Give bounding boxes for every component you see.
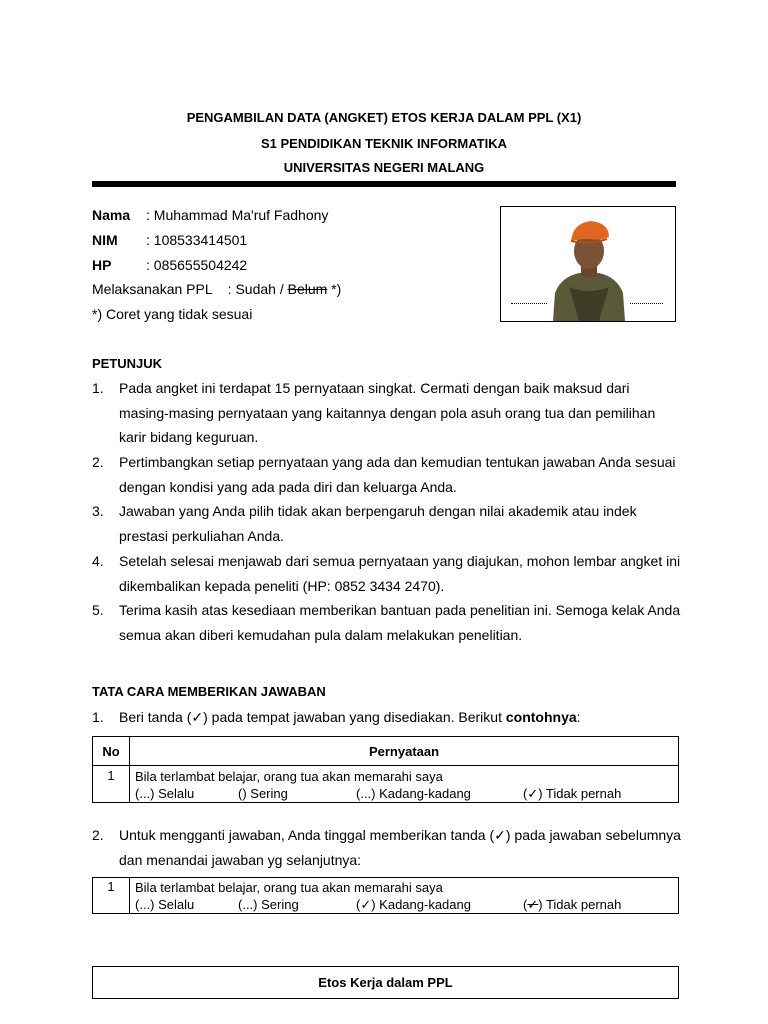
- statement-text: Bila terlambat belajar, orang tua akan memarahi saya: [135, 880, 443, 895]
- item-text: Jawaban yang Anda pilih tidak akan berpengaruh dengan nilai akademik atau indek prestasi perkuliahan Anda.: [119, 503, 637, 544]
- hp-label: HP: [92, 257, 112, 273]
- ppl-field: [92, 281, 341, 297]
- header-university: UNIVERSITAS NEGERI MALANG: [283, 160, 485, 175]
- row-number: 1: [93, 878, 130, 914]
- option-sering: () Sering: [238, 786, 288, 801]
- option-kadang: (✓) Kadang-kadang: [356, 897, 471, 912]
- hp-value: : 085655504242: [146, 257, 248, 273]
- statement-cell: [130, 766, 679, 803]
- item-number: 4.: [92, 553, 104, 569]
- change-answer-table: [92, 877, 679, 914]
- row-number: 1: [93, 766, 130, 803]
- paren-open: (: [523, 897, 528, 912]
- item-number: 3.: [92, 503, 104, 519]
- step-text: [119, 705, 682, 730]
- answer-options: [135, 896, 673, 913]
- step-number: 1.: [92, 709, 104, 725]
- option-sering: (...) Sering: [238, 897, 299, 912]
- photo-frame: [500, 206, 676, 322]
- example-table: [92, 736, 679, 803]
- item-text: Pertimbangkan setiap pernyataan yang ada dan kemudian tentukan jawaban Anda sesuai dengan kondisi yang ada pada diri dan keluarga Anda.: [119, 454, 676, 495]
- option-selalu: (...) Selalu: [135, 897, 195, 912]
- petunjuk-item-3: [92, 499, 682, 548]
- item-text: Pada angket ini terdapat 15 pernyataan singkat. Cermati dengan baik maksud dari masing-masing pernyataan yang kaitannya dengan pola asuh orang tua dan pemilihan karir bidang keguruan.: [119, 380, 656, 445]
- petunjuk-item-4: [92, 549, 682, 598]
- nim-label: NIM: [92, 232, 118, 248]
- tata-cara-step-2: [92, 823, 682, 872]
- step-text: Untuk mengganti jawaban, Anda tinggal memberikan tanda (✓) pada jawaban sebelumnya dan menandai jawaban yg selanjutnya:: [119, 827, 681, 868]
- nim-field: [92, 232, 247, 248]
- table-row: [93, 766, 679, 803]
- coret-note: *) Coret yang tidak sesuai: [92, 306, 253, 322]
- option-selalu: (...) Selalu: [135, 786, 195, 801]
- option-tidak-pernah: [523, 897, 621, 912]
- item-text: Setelah selesai menjawab dari semua pernyataan yang diajukan, mohon lembar angket ini dikembalikan kepada peneliti (HP: 0852 3434 2470).: [119, 553, 681, 594]
- person-photo: [549, 215, 629, 321]
- answer-options: [135, 785, 673, 802]
- statement-text: Bila terlambat belajar, orang tua akan memarahi saya: [135, 769, 443, 784]
- step-number: 2.: [92, 827, 104, 843]
- header-title: PENGAMBILAN DATA (ANGKET) ETOS KERJA DALAM PPL (X1): [186, 110, 582, 125]
- contohnya-word: contohnya: [505, 709, 577, 725]
- item-number: 1.: [92, 380, 104, 396]
- option-tidak-pernah: (✓) Tidak pernah: [523, 786, 622, 801]
- ppl-struck-option: Belum: [287, 281, 328, 297]
- step-colon: :: [576, 709, 581, 725]
- nim-value: : 108533414501: [146, 232, 248, 248]
- photo-dots-right: [627, 303, 663, 304]
- option-label: ) Tidak pernah: [538, 897, 622, 912]
- header-rule: [92, 181, 676, 187]
- header-program: S1 PENDIDIKAN TEKNIK INFORMATIKA: [260, 136, 508, 151]
- hp-field: [92, 257, 247, 273]
- tata-cara-heading: TATA CARA MEMBERIKAN JAWABAN: [92, 684, 326, 699]
- struck-check-icon: ✓: [527, 897, 539, 912]
- table-row: [93, 878, 679, 914]
- photo-dots-left: [511, 303, 547, 304]
- petunjuk-item-2: [92, 450, 682, 499]
- option-kadang: (...) Kadang-kadang: [356, 786, 471, 801]
- col-no-header: No: [93, 737, 130, 766]
- etos-kerja-box: Etos Kerja dalam PPL: [92, 966, 679, 999]
- statement-cell: [130, 878, 679, 914]
- ppl-prefix: Melaksanakan PPL : Sudah /: [92, 281, 288, 297]
- petunjuk-item-1: [92, 376, 682, 450]
- nama-field: [92, 207, 328, 223]
- step-text-main: Beri tanda (✓) pada tempat jawaban yang disediakan. Berikut: [119, 709, 506, 725]
- petunjuk-item-5: [92, 598, 682, 647]
- petunjuk-heading: PETUNJUK: [92, 356, 163, 371]
- tata-cara-step-1: [92, 705, 682, 730]
- col-pernyataan-header: Pernyataan: [130, 737, 679, 766]
- nama-label: Nama: [92, 207, 131, 223]
- nama-value: : Muhammad Ma'ruf Fadhony: [146, 207, 329, 223]
- item-text: Terima kasih atas kesediaan memberikan bantuan pada penelitian ini. Semoga kelak Anda semua akan diberi kemudahan pula dalam melakukan penelitian.: [119, 602, 681, 643]
- ppl-suffix: *): [327, 281, 342, 297]
- item-number: 2.: [92, 454, 104, 470]
- item-number: 5.: [92, 602, 104, 618]
